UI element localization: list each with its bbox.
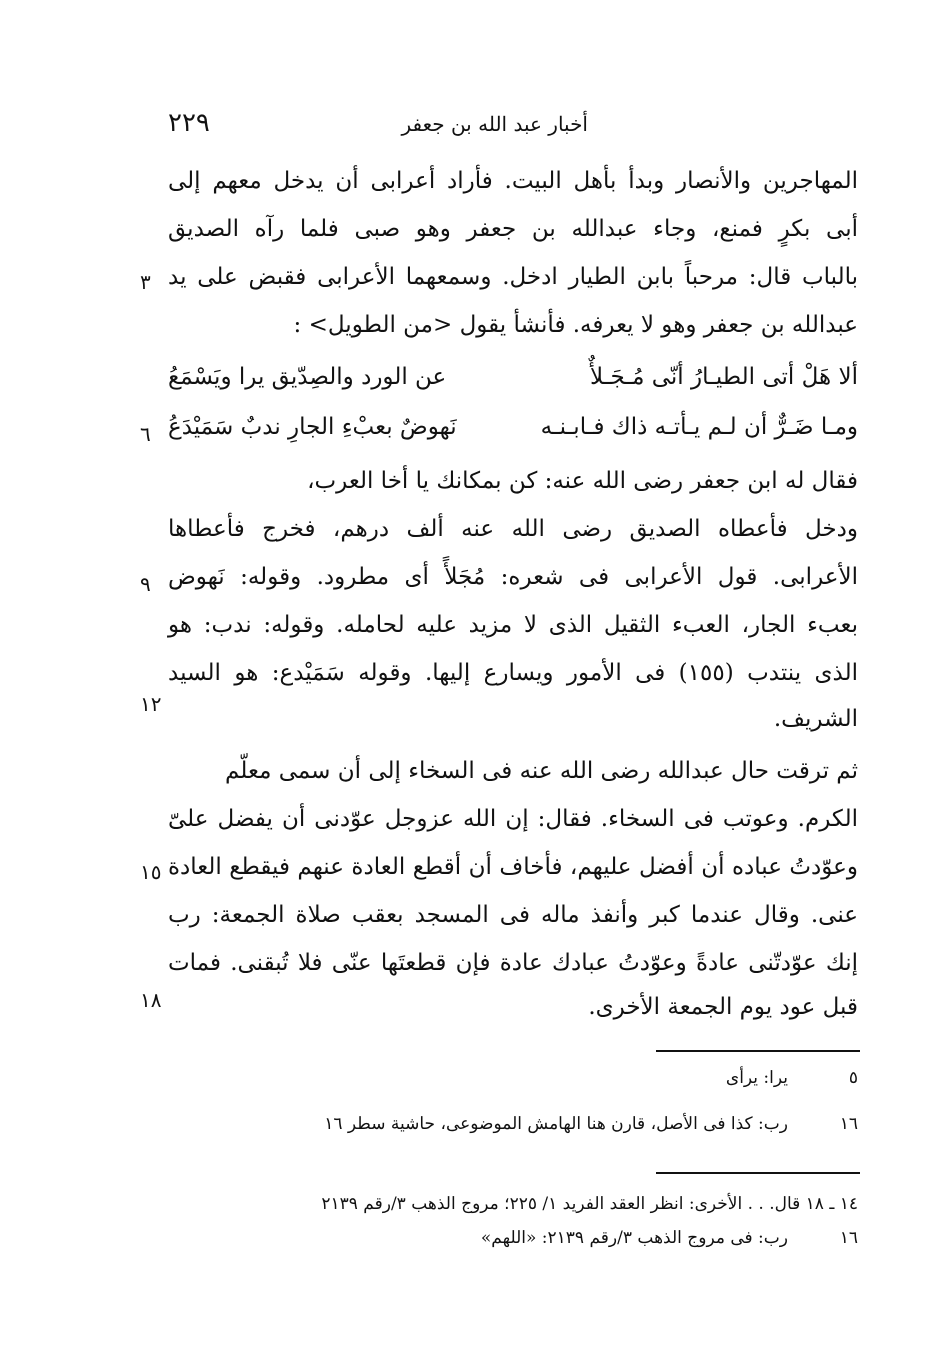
footnote-ref: ٥ [848,1068,858,1088]
footnote-text: يرا: يرأى [725,1068,788,1088]
text-line: وعوّدتُ عباده أن أفضل عليهم، فأخاف أن أقطع العادة عنهم فيقطع العادة [168,854,858,880]
text-line: الأعرابى. قول الأعرابى فى شعره: مُجَلأً أى مطرود. وقوله: نَهوض [168,564,858,590]
line-number: ٩ [140,572,151,596]
line-number: ١٢ [140,692,162,716]
text-line: الشريف. [773,706,858,732]
line-number: ١٥ [140,860,162,884]
footnote [324,1114,858,1134]
footnote-ref: ١٦ [839,1114,858,1134]
footnote-text: رب: كذا فى الأصل، قارن هنا الهامش الموضوعى، حاشية سطر ١٦ [324,1114,788,1134]
verse-first-hemistich: ومـا ضَـرٌّ أن لـم يـأتـه ذاك فـابـنـه [540,414,858,440]
footnote-ref: ١٤ ـ ١٨ [805,1194,858,1214]
page-header [168,108,858,148]
line-number: ٦ [140,422,151,446]
verse-second-hemistich: نَهوضٌ بعبْءِ الجارِ ندبٌ سَمَيْدَعُ [168,414,457,440]
text-line: ثم ترقت حال عبدالله رضى الله عنه فى السخاء إلى أن سمى معلّم [225,758,858,784]
verse-second-hemistich: عن الورد والصِدّيق يرا ويَسْمَعُ [168,364,447,390]
line-number: ١٨ [140,988,162,1012]
text-line: أبى بكرٍ فمنع، وجاء عبدالله بن جعفر وهو صبى فلما رآه الصديق [168,216,858,242]
footnote-text: قال. . . الأخرى: انظر العقد الفريد ١/ ٢٢٥؛ مروج الذهب ٣/رقم ٢١٣٩ [321,1194,801,1214]
footnote [321,1194,858,1214]
footnote-separator [656,1050,860,1052]
text-line: الكرم. وعوتب فى السخاء. فقال: إن الله عزوجل عوّدنى أن يفضل علىّ [168,806,858,832]
text-line: ودخل فأعطاه الصديق رضى الله عنه ألف درهم، فخرج فأعطاها [168,516,858,542]
page-number: ٢٢٩ [168,108,210,138]
footnote [726,1068,858,1088]
footnote-separator [656,1172,860,1174]
text-line: عبدالله بن جعفر وهو لا يعرفه. فأنشأ يقول <من الطويل> : [293,312,858,338]
text-line: فقال له ابن جعفر رضى الله عنه: كن بمكانك يا أخا العرب، [307,468,858,494]
footnote-ref: ١٦ [839,1228,858,1248]
running-title: أخبار عبد الله بن جعفر [401,112,588,136]
text-line: بالباب قال: مرحباً بابن الطيار ادخل. وسمعهما الأعرابى فقبض على يد [168,264,858,290]
text-line: الذى ينتدب (١٥٥) فى الأمور ويسارع إليها. وقوله سَمَيْدع: هو السيد [168,660,859,686]
text-line: إنك عوّدتّنى عادةً وعوّدتُ عبادك عادة فإن قطعتَها عنّى فلا تُبقنى. فمات [168,950,858,976]
text-line: المهاجرين والأنصار وبدأ بأهل البيت. فأراد أعرابى أن يدخل معهم إلى [168,168,858,194]
text-line: عنى. وقال عندما كبر وأنفذ ماله فى المسجد بعقب صلاة الجمعة: رب [168,902,858,928]
footnote-text: رب: فى مروج الذهب ٣/رقم ٢١٣٩: «اللهم» [480,1228,788,1248]
verse-first-hemistich: ألا هَلْ أتى الطيـارُ أنّى مُـجَـلأٌ [590,364,858,390]
text-line: قبل عود يوم الجمعة الأخرى. [588,994,858,1020]
line-number: ٣ [140,270,151,294]
text-line: بعبء الجار، العبء الثقيل الذى لا مزيد عليه لحامله. وقوله: ندب: هو [168,612,858,638]
footnote [481,1228,858,1248]
